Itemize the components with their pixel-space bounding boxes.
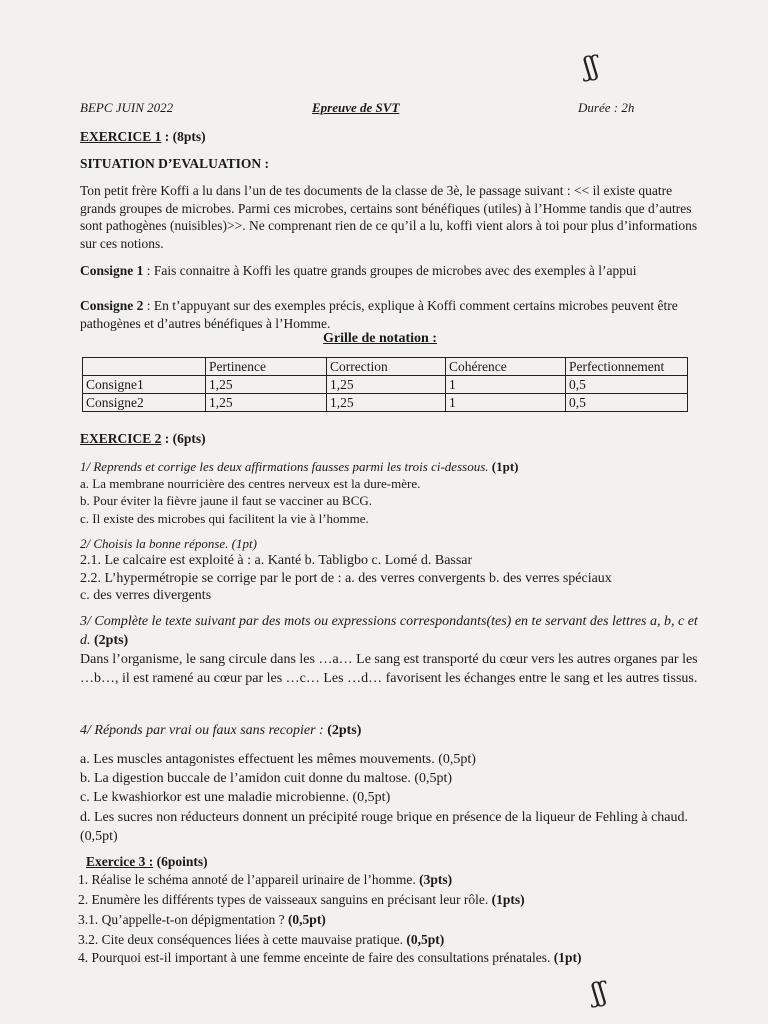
ex3-q2: 2. Enumère les différents types de vaisseaux sanguins en précisant leur rôle. (1pts) xyxy=(78,892,525,907)
grading-header-row xyxy=(83,358,688,376)
grading-row xyxy=(83,376,688,394)
grid-header-cell xyxy=(83,358,206,376)
grid-cell: 0,5 xyxy=(566,394,688,412)
exam-subject: Epreuve de SVT xyxy=(312,100,400,115)
signature-bottom: ʃʃ xyxy=(589,977,609,1009)
ex3-points: (6points) xyxy=(153,854,208,869)
grid-cell: 0,5 xyxy=(566,376,688,394)
ex2-q1: 1/ Reprends et corrige les deux affirmations fausses parmi les trois ci-dessous. (1pt) xyxy=(80,459,519,474)
ex1-heading xyxy=(80,128,700,146)
grid-cell: 1 xyxy=(446,376,566,394)
consigne1-text: : Fais connaitre à Koffi les quatre grands groupes de microbes avec des exemples à l’appui xyxy=(143,263,637,278)
grid-header-cell: Cohérence xyxy=(446,358,566,376)
ex2-points: : (6pts) xyxy=(161,431,206,446)
ex2-q1c: c. Il existe des microbes qui facilitent la vie à l’homme. xyxy=(80,511,369,526)
ex2-q3: 3/ Complète le texte suivant par des mots ou expressions correspondants(tes) en te servant des lettres a, b, c et d. (2pts) xyxy=(80,614,698,648)
grading-table xyxy=(82,357,688,412)
ex3-heading xyxy=(86,853,706,871)
ex2-q4d: d. Les sucres non réducteurs donnent un précipité rouge brique en présence de la liqueur de Fehling à chaud. (0,5pt) xyxy=(80,810,689,844)
ex2-q4: 4/ Réponds par vrai ou faux sans recopier : (2pts) xyxy=(80,723,362,738)
ex2-q22: 2.2. L’hypermétropie se corrige par le port de : a. des verres convergents b. des verres spéciaux xyxy=(80,571,612,586)
ex2-q3-text: Dans l’organisme, le sang circule dans les …a… Le sang est transporté du cœur vers les autres organes par les …b…, il est ramené au cœur par les …c… Les …d… favorisent les échanges entre le sang et les autres tissus. xyxy=(80,652,698,686)
grid-cell: Consigne1 xyxy=(83,376,206,394)
ex1-consigne2 xyxy=(80,297,700,332)
consigne1-label: Consigne 1 xyxy=(80,263,144,278)
grid-cell: 1 xyxy=(446,394,566,412)
ex3-title: Exercice 3 : xyxy=(86,854,154,869)
ex1-points: : (8pts) xyxy=(161,129,206,144)
ex2-q22c: c. des verres divergents xyxy=(80,588,212,603)
ex2-q1a: a. La membrane nourricière des centres nerveux est la dure-mère. xyxy=(80,476,421,491)
ex1-consigne1 xyxy=(80,262,700,280)
exam-session: BEPC JUIN 2022 xyxy=(80,100,174,115)
exam-duration: Durée : 2h xyxy=(578,100,635,115)
ex3-q32: 3.2. Cite deux conséquences liées à cette mauvaise pratique. (0,5pt) xyxy=(78,932,445,947)
ex3-q1: 1. Réalise le schéma annoté de l’appareil urinaire de l’homme. (3pts) xyxy=(78,872,453,887)
grading-row xyxy=(83,394,688,412)
ex2-q4b: b. La digestion buccale de l’amidon cuit donne du maltose. (0,5pt) xyxy=(80,771,453,786)
grid-cell: 1,25 xyxy=(206,394,327,412)
ex3-q31: 3.1. Qu’appelle-t-on dépigmentation ? (0,5pt) xyxy=(78,912,326,927)
ex2-heading xyxy=(80,430,700,448)
ex2-q4a: a. Les muscles antagonistes effectuent les mêmes mouvements. (0,5pt) xyxy=(80,752,476,767)
ex2-q4c: c. Le kwashiorkor est une maladie microbienne. (0,5pt) xyxy=(80,790,391,805)
grid-title: Grille de notation : xyxy=(323,331,437,346)
grid-cell: 1,25 xyxy=(327,376,446,394)
grid-header-cell: Perfectionnement xyxy=(566,358,688,376)
ex2-q1b: b. Pour éviter la fièvre jaune il faut se vacciner au BCG. xyxy=(80,493,373,508)
ex1-text: Ton petit frère Koffi a lu dans l’un de tes documents de la classe de 3è, le passage suivant : << il existe quatre grands groupes de microbes. Parmi ces microbes, certains sont bénéfiques (utiles) à l’Homme tandis que d’autres sont pathogènes (nuisibles)>>. Ne comprenant rien de ce qu’il a lu, koffi vient alors à toi pour plus d’informations sur ces notions. xyxy=(80,183,698,251)
grid-cell: 1,25 xyxy=(206,376,327,394)
ex2-q21: 2.1. Le calcaire est exploité à : a. Kanté b. Tabligbo c. Lomé d. Bassar xyxy=(80,553,473,568)
ex2-q2: 2/ Choisis la bonne réponse. (1pt) xyxy=(80,536,257,551)
grid-header-cell: Pertinence xyxy=(206,358,327,376)
exam-header xyxy=(80,100,700,120)
ex1-title: EXERCICE 1 xyxy=(80,129,162,144)
grid-cell: Consigne2 xyxy=(83,394,206,412)
grid-cell: 1,25 xyxy=(327,394,446,412)
consigne2-text: : En t’appuyant sur des exemples précis, explique à Koffi comment certains microbes peuvent être pathogènes et d’autres bénéfiques à l’Homme. xyxy=(80,298,678,331)
signature-top: ʃʃ xyxy=(581,51,601,83)
consigne2-label: Consigne 2 xyxy=(80,298,144,313)
ex2-title: EXERCICE 2 xyxy=(80,431,162,446)
ex1-situation: SITUATION D’EVALUATION : xyxy=(80,156,270,171)
ex3-q4: 4. Pourquoi est-il important à une femme enceinte de faire des consultations prénatales. (1pt) xyxy=(78,950,582,965)
grid-header-cell: Correction xyxy=(327,358,446,376)
